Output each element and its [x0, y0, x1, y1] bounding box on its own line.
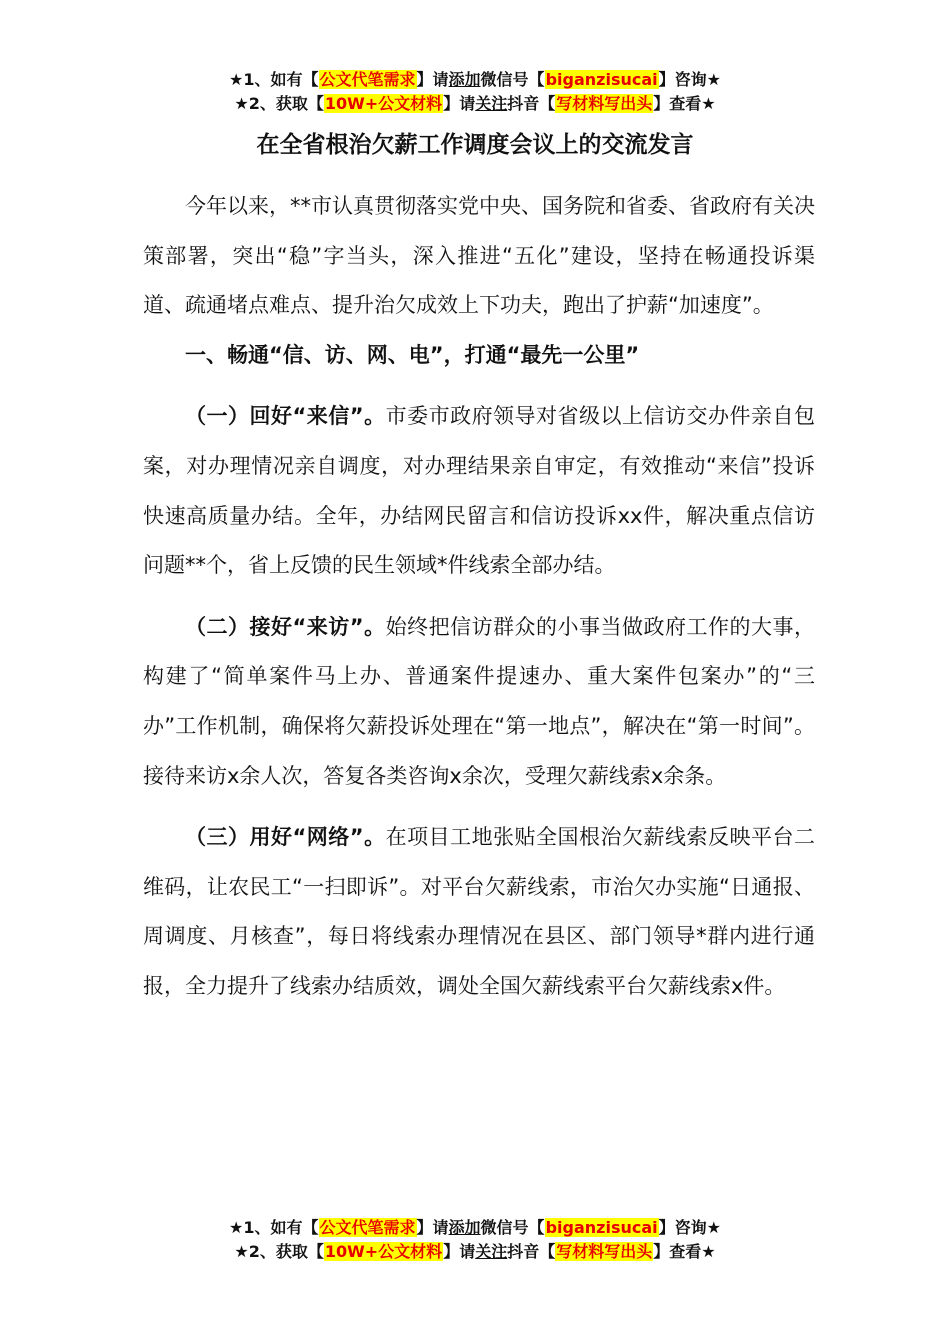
banner-text: 】请: [443, 94, 476, 113]
section-paragraph: [143, 603, 815, 801]
section-heading: 一、畅通“信、访、网、电”，打通“最先一公里”: [185, 342, 640, 367]
banner-line-2: [0, 92, 950, 116]
banner-text: 】请: [416, 70, 449, 89]
banner-highlight: 10W+公文材料: [324, 94, 443, 113]
banner-underline: 关注: [475, 94, 508, 113]
banner-text: 】查看★: [653, 94, 716, 113]
banner-underline: 添加: [448, 1218, 481, 1237]
banner-text: 抖音【: [507, 94, 556, 113]
section-paragraph: [143, 813, 815, 1011]
banner-text: ★2、获取【: [234, 94, 324, 113]
section-paragraph: [143, 392, 815, 590]
paragraph-text: 始终把信访群众的小事当做政府工作的大事，构建了“简单案件马上办、普通案件提速办、重大案件包案办”的“三办”工作机制，确保将欠薪投诉处理在“第一地点”，解决在“第一时间”。接待来访x余人次，答复各类咨询x余次，受理欠薪线索x余条。: [143, 614, 816, 788]
paragraph-lead: （二）接好“来访”。: [185, 614, 386, 639]
bottom-banner: [0, 1216, 950, 1264]
banner-text: ★1、如有【: [229, 70, 319, 89]
banner-text: 微信号【: [480, 1218, 545, 1237]
banner-line-2: [0, 1240, 950, 1264]
banner-text: 】查看★: [653, 1242, 716, 1261]
banner-underline: 关注: [475, 1242, 508, 1261]
document-body: [143, 182, 815, 1012]
banner-highlight: 写材料写出头: [556, 94, 653, 113]
paragraph-lead: （三）用好“网络”。: [185, 825, 386, 850]
banner-text: 抖音【: [507, 1242, 556, 1261]
intro-paragraph: 今年以来，**市认真贯彻落实党中央、国务院和省委、省政府有关决策部署，突出“稳”字当头，深入推进“五化”建设，坚持在畅通投诉渠道、疏通堵点难点、提升治欠成效上下功夫，跑出了护薪“加速度”。: [143, 194, 815, 318]
paragraph-text: 在项目工地张贴全国根治欠薪线索反映平台二维码，让农民工“一扫即诉”。对平台欠薪线索，市治欠办实施“日通报、周调度、月核查”，每日将线索办理情况在县区、部门领导*群内进行通报，全力提升了线索办结质效，调处全国欠薪线索平台欠薪线索x件。: [143, 825, 816, 998]
banner-highlight: 10W+公文材料: [324, 1242, 443, 1261]
paragraph-lead: （一）回好“来信”。: [185, 404, 386, 429]
top-banner: [0, 68, 950, 116]
banner-text: 】请: [443, 1242, 476, 1261]
banner-text: 微信号【: [480, 70, 545, 89]
banner-text: 】咨询★: [658, 70, 721, 89]
banner-text: 】请: [416, 1218, 449, 1237]
paragraph-text: 市委市政府领导对省级以上信访交办件亲自包案，对办理情况亲自调度，对办理结果亲自审定，有效推动“来信”投诉快速高质量办结。全年，办结网民留言和信访投诉xx件，解决重点信访问题**个，省上反馈的民生领域*件线索全部办结。: [143, 404, 816, 578]
banner-text: ★2、获取【: [234, 1242, 324, 1261]
banner-highlight: 公文代笔需求: [319, 1218, 416, 1237]
banner-underline: 添加: [448, 70, 481, 89]
banner-highlight: 公文代笔需求: [319, 70, 416, 89]
banner-text: ★1、如有【: [229, 1218, 319, 1237]
banner-line-1: [0, 68, 950, 92]
banner-line-1: [0, 1216, 950, 1240]
banner-text: 】咨询★: [658, 1218, 721, 1237]
document-title: 在全省根治欠薪工作调度会议上的交流发言: [256, 132, 694, 158]
banner-highlight: biganzisucai: [545, 70, 658, 89]
banner-highlight: biganzisucai: [545, 1218, 658, 1237]
banner-highlight: 写材料写出头: [556, 1242, 653, 1261]
